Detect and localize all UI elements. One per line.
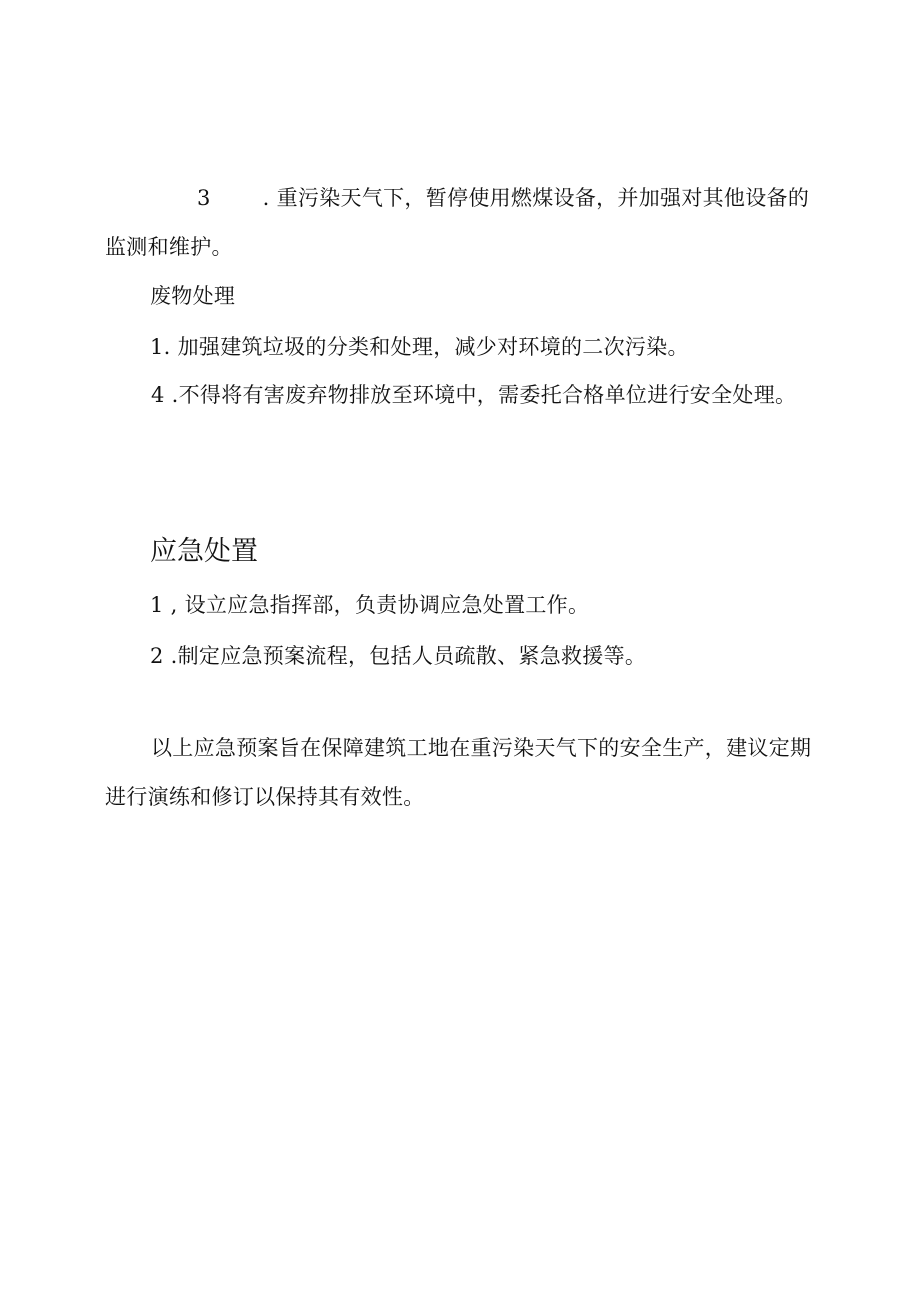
emergency-section-heading: 应急处置 [150,536,258,567]
waste-item-1: 1. 加强建筑垃圾的分类和处理，减少对环境的二次污染。 [150,335,689,359]
waste-section-title: 废物处理 [150,284,236,308]
waste-item-4: 4 .不得将有害废弃物排放至环境中，需委托合格单位进行安全处理。 [151,383,797,407]
item-3-number: 3 [197,186,211,210]
conclusion-paragraph: 以上应急预案旨在保障建筑工地在重污染天气下的安全生产，建议定期进行演练和修订以保持其有效性。 [105,736,812,809]
paragraph-item-3 [105,174,820,272]
emergency-item-1: 1 , 设立应急指挥部，负责协调应急处置工作。 [150,593,590,617]
emergency-item-2: 2 .制定应急预案流程，包括人员疏散、紧急救援等。 [150,644,647,668]
item-3-text: . 重污染天气下，暂停使用燃煤设备，并加强对其他设备的监测和维护。 [105,186,810,259]
